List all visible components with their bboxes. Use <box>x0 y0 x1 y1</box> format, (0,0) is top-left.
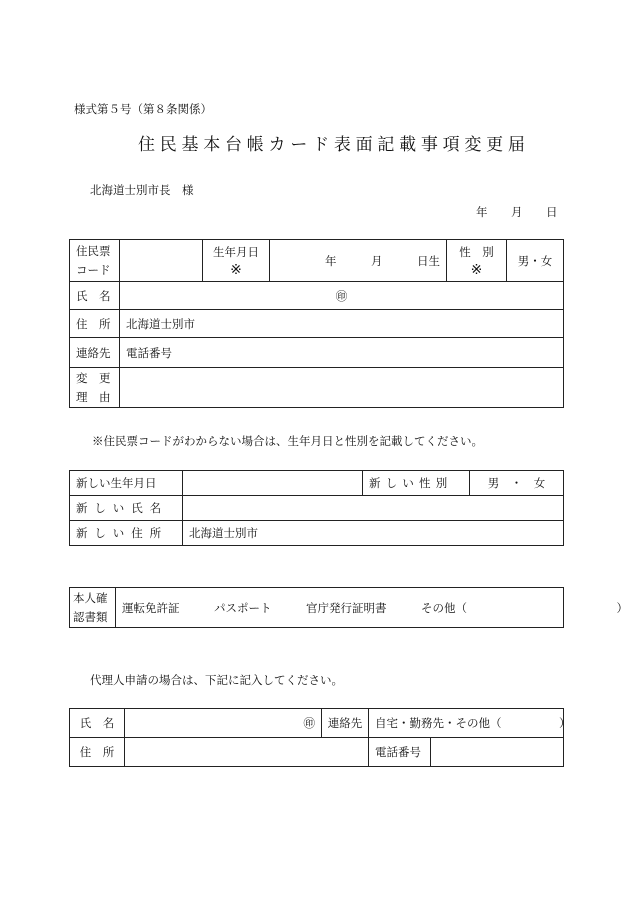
address-field[interactable] <box>120 310 564 338</box>
reason-field[interactable] <box>120 368 564 408</box>
id-document-table <box>69 587 628 628</box>
proxy-contact-value: 自宅・勤務先・その他（ ） <box>375 716 571 730</box>
new-name-field[interactable] <box>183 496 564 521</box>
new-address-field[interactable] <box>183 521 564 546</box>
new-name-label: 新しい氏名 <box>70 496 183 521</box>
addressee: 北海道士別市長 様 <box>90 183 194 197</box>
proxy-phone-field[interactable] <box>431 738 564 767</box>
address-value: 北海道士別市 <box>126 316 195 331</box>
resident-code-field[interactable] <box>120 240 203 282</box>
new-gender-field[interactable] <box>470 471 564 496</box>
proxy-address-field[interactable] <box>125 738 369 767</box>
applicant-table <box>69 239 564 408</box>
contact-value: 電話番号 <box>126 345 172 360</box>
id-document-options[interactable] <box>116 588 628 628</box>
date-day-label: 日 <box>546 205 558 219</box>
name-label: 氏 名 <box>70 282 120 310</box>
id-document-label: 本人確 認書類 <box>70 588 116 628</box>
proxy-address-label: 住 所 <box>70 738 125 767</box>
seal-mark: ㊞ <box>335 288 348 303</box>
name-field[interactable] <box>120 282 564 310</box>
change-table <box>69 470 564 546</box>
new-address-value: 北海道士別市 <box>189 526 258 540</box>
note-text: ※住民票コードがわからない場合は、生年月日と性別を記載してください。 <box>92 434 483 448</box>
address-label: 住 所 <box>70 310 120 338</box>
birthdate-value: 年 月 日生 <box>325 253 440 268</box>
gender-field[interactable] <box>507 240 564 282</box>
new-birthdate-label: 新しい生年月日 <box>70 471 183 496</box>
resident-code-label: 住民票 コード <box>70 240 120 282</box>
proxy-note: 代理人申請の場合は、下記に記入してください。 <box>90 673 343 687</box>
gender-label: 性 別 <box>459 244 494 259</box>
proxy-name-label: 氏 名 <box>70 709 125 738</box>
gender-required-mark: ※ <box>470 261 483 278</box>
new-address-label: 新しい住所 <box>70 521 183 546</box>
birthdate-label: 生年月日 <box>213 244 259 259</box>
proxy-phone-label: 電話番号 <box>369 738 431 767</box>
form-number: 様式第５号（第８条関係） <box>74 102 212 116</box>
contact-field[interactable] <box>120 338 564 368</box>
proxy-table <box>69 708 571 767</box>
birthdate-field[interactable] <box>270 240 447 282</box>
contact-label: 連絡先 <box>70 338 120 368</box>
gender-value: 男・女 <box>517 253 553 268</box>
proxy-seal-mark: ㊞ <box>303 716 315 730</box>
birthdate-label-cell <box>203 240 270 282</box>
reason-label: 変 更 理 由 <box>70 368 120 408</box>
gender-label-cell <box>447 240 507 282</box>
date-month-label: 月 <box>511 205 523 219</box>
birthdate-required-mark: ※ <box>230 261 242 278</box>
new-birthdate-field[interactable] <box>183 471 363 496</box>
proxy-name-field[interactable] <box>125 709 322 738</box>
page-title: 住民基本台帳カード表面記載事項変更届 <box>138 135 530 155</box>
date-year-label: 年 <box>476 205 488 219</box>
id-document-options-text: 運転免許証 パスポート 官庁発行証明書 その他（ ） <box>122 600 628 615</box>
proxy-contact-field[interactable] <box>369 709 571 738</box>
new-gender-label: 新しい性別 <box>363 471 470 496</box>
proxy-contact-label: 連絡先 <box>322 709 369 738</box>
new-gender-value: 男 ・ 女 <box>487 476 546 490</box>
